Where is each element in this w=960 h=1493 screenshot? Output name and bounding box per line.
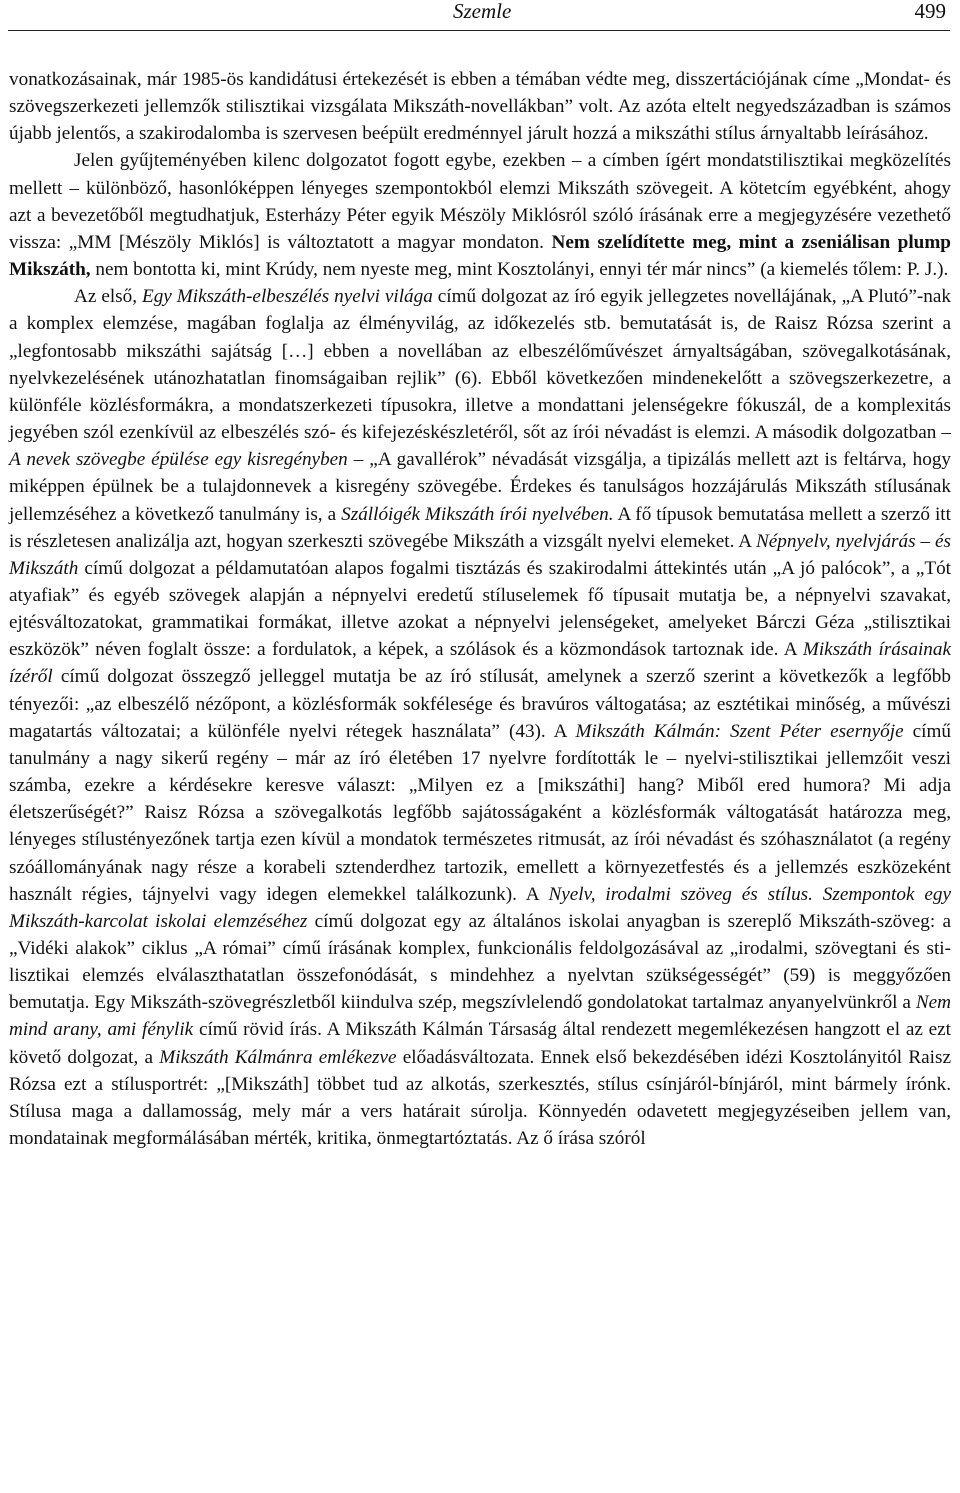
text-run: vonatkozásainak, már 1985-ös kandidátusi értekezését is ebben a témában védte meg, disszertációjának címe „Mondat- és szövegszerkezeti jellemzők stilisztikai vizsgálata Mikszáth-novellákban” volt. Az azóta eltelt negyedszázadban is számos újabb jelentős, a szakirodalomba is szervesen beépült eredménnyel járult hozzá a mikszáthi stílus árnyaltabb leírásához. — [9, 69, 951, 145]
italic-title-run: Népnyelv, nyelvjárás – és Mikszáth — [9, 530, 951, 579]
italic-title-run: Szállóigék Mikszáth írói nyelvében. — [341, 503, 614, 525]
text-run: előadásváltozata. Ennek első bekezdésében idézi Kosztolányitól Raisz Rózsa ezt a stílusportrét: „[Mikszáth] többet tud az alkotás, szerkesztés, stílus csínjáról-bínjáról, mint bármely írónk. Stílusa maga a dallamosság, mely már a vers határait súrolja. Könnyedén odavetett megjegyzéseiben jellem van, mondatainak megformálásában mérték, kritika, önmegtartóztatás. Az ő írása szóról — [9, 1046, 951, 1150]
paragraph-continuation — [9, 66, 951, 147]
italic-title-run: A nevek szövegbe épülése egy kisregényben — [9, 449, 348, 471]
text-run: Jelen gyűjteményében kilenc dolgozatot fogott egybe, ezekben – a címben ígért mondatstilisztikai megközelítés mellett – különböző, hasonlóképpen lényeges szempontokból elemzi Mikszáth szövegeit. A kötetcím egyébként, ahogy azt a bevezetőből megtudhatjuk, Esterházy Péter egyik Mészöly Miklósról szóló írásának erre a megjegyzésére vezethető vissza: „MM [Mészöly Miklós] is változtatott a magyar mondaton. — [9, 150, 951, 253]
text-run: című tanulmány a nagy sikerű regény – már az író életében 17 nyelvre fordították le – nyelvi-stilisztikai jellemzőit veszi számba, ezekre a kérdésekre keresve választ: „Milyen ez a [mikszáthi] hang? Miből ered humora? Mi adja életszerűségét?” Raisz Rózsa a szövegalkotás legfőbb sajátosságaként a közlésformák váltogatását határozza meg, lényeges stílustényezőnek tartja ezen kívül a mondatok természetes ritmusát, az írói névadást és szóhasználatot (a regény szóállományának nagy része a korabeli sztenderdhez tartozik, emellett a környezetfestés és a jellemzés eszközeként használt régies, tájnyelvi vagy idegen elemekkel találkozunk). A — [9, 720, 951, 905]
article-body — [9, 66, 951, 1152]
text-run: Az első, — [74, 286, 142, 308]
text-run: A fő típusok bemutatása mellett a szerző itt is részletesen analizálja azt, hogyan szerkeszti szövegébe Mikszáth a vizsgált nyelvi elemeket. A — [9, 503, 951, 552]
text-run: című dolgozat a példamutatóan alapos fogalmi tisztázás és szakirodalmi áttekintés után „A jó palócok”, a „Tót atyafiak” és egyéb szövegek alapján a népnyelvi eredetű stíluselemek fő típusait mutatja be, a népnyelvi szavakat, ejtésváltozatokat, grammatikai formákat, illetve azokat a népnyelvi jelenségeket, amelyeket Bárczi Géza „stilisztikai eszközök” néven foglalt össze: a fordulatok, a képek, a szólások és a közmondások tartoznak ide. A — [9, 557, 951, 661]
text-run: című dolgozat az író egyik jellegzetes novellájának, „A Plutó”-nak a komplex elemzése, magában foglalja az élményvilág, az időkezelés stb. bemutatását is, de Raisz Rózsa szerint a „legfontosabb mikszáthi sajátság […] ebben a novellában az elbeszélőművészet árnyaltságában, szövegalkotásának, nyelvkezelésének utánozhatatlan finomságaiban rejlik” (6). Ebből következően mindenekelőtt a szövegszerkezetre, a különféle közlésformákra, a mondatszerkezeti típusokra, illetve a mondattani jelenségekre fókuszál, de a komplexitás jegyében szól ezenkívül az elbeszélés szó- és kifejezéskészletéről, sőt az írói névadást is elemzi. A második dolgozatban – — [9, 286, 951, 444]
italic-title-run: Mikszáth Kálmán: Szent Péter esernyője — [575, 720, 904, 742]
running-header — [8, 0, 950, 31]
italic-title-run: Egy Mikszáth-elbeszélés nyelvi világa — [141, 286, 433, 308]
italic-title-run: Nem mind arany, ami fénylik — [9, 992, 951, 1041]
bold-emphasis-run: Nem szelídítette meg, mint a zseniálisan plump Mikszáth, — [9, 231, 951, 281]
text-run: című dolgozat egy az általános iskolai anyagban is szereplő Mikszáth-szöveg: a „Vidéki alakok” ciklus „A római” című írásának komplex, funkcionális feldolgozásával az „irodalmi, szövegtani és stilisztikai elemzés elválaszthatatlan összefonódását, s mindehhez a nyelvtan szükségességét” (59) is meggyőzően bemutatja. Egy Mikszáth-szövegrészletből kiindulva szép, megszívlelendő gondolatokat tartalmaz anyanyelvünkről a — [9, 910, 951, 1014]
text-run: című rövid írás. A Mikszáth Kálmán Társaság által rendezett megemlékezésen hangzott el az ezt követő dolgozat, a — [9, 1019, 952, 1068]
text-run: nem bontotta ki, mint Krúdy, nem nyeste meg, mint Kosztolányi, ennyi tér már nincs” (a kiemelés tőlem: P. J.). — [90, 259, 949, 281]
italic-title-run: Mikszáth írásainak ízéről — [9, 639, 951, 688]
paragraph-collection-overview — [9, 147, 951, 283]
section-title: Szemle — [453, 0, 512, 23]
paragraph-essay-summaries — [9, 283, 951, 1152]
text-run: című dolgozat összegző jelleggel mutatja be az író stílusát, amelynek a szerző szerint a következők a legfőbb tényezői: „az elbeszélő nézőpont, a közlésformák sokfélesége és bravúros váltogatása; az esztétikai minőség, a művészi magatartás változatai; a különféle nyelvi rétegek használata” (43). A — [9, 666, 951, 742]
text-run: – „A gavallérok” névadását vizsgálja, a tipizálás mellett azt is feltárva, hogy miképpen épülnek be a tulajdonnevek a kisregény szövegébe. Érdekes és tanulságos hozzájárulás Mikszáth stílusának jellemzéséhez a következő tanulmány is, a — [9, 449, 952, 525]
italic-title-run: Mikszáth Kálmánra emlékezve — [159, 1046, 397, 1068]
page-number: 499 — [914, 0, 946, 23]
italic-title-run: Nyelv, irodalmi szöveg és stílus. Szempontok egy Mikszáth-karcolat iskolai elemzéséhez — [9, 883, 951, 932]
